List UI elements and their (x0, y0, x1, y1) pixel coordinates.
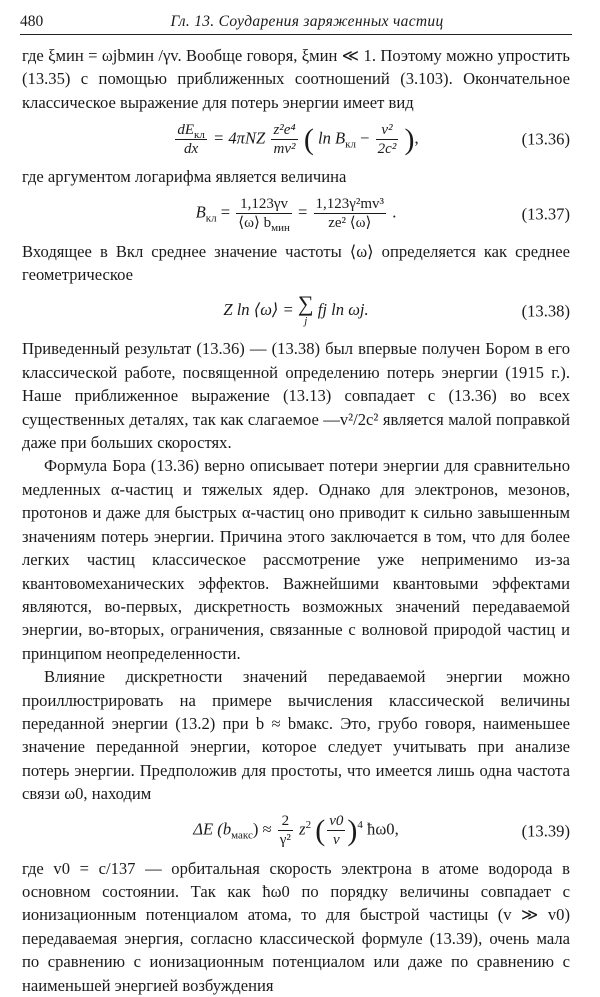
equation-number: (13.36) (521, 129, 570, 149)
equation-13-38 (22, 289, 570, 333)
page-body (22, 44, 570, 997)
page-number: 480 (20, 13, 44, 30)
paragraph: Влияние дискретности значений передаваемой энергии можно проиллюстрировать на примере вычисления классической величины переданной энергии (13.2) при b ≈ bмакс. Это, грубо говоря, наименьшее значение переданной энергии, которое следует учитывать при анализе потерь энергии. Предположив для простоты, что имеется лишь одна частота связи ω0, находим (22, 667, 570, 804)
paragraph: где v0 = c/137 — орбитальная скорость электрона в атоме водорода в основном состоянии. Так как ħω0 по порядку величины совпадает с ионизационным потенциалом атома, то для быстрой частицы (v ≫ v0) передаваемая энергия, согласно классической формуле (13.39), очень мала по сравнению с ионизационным потенциалом или даже по сравнению с наименьшей энергией возбуждения (22, 858, 570, 995)
paragraph: Входящее в Bкл среднее значение частоты ⟨ω⟩ определяется как среднее геометрическое (22, 241, 570, 285)
equation-13-36 (22, 117, 570, 161)
equation-13-37 (22, 192, 570, 236)
equation-formula: Z ln ⟨ω⟩ = ∑ j fj ln ωj. (223, 291, 369, 328)
equation-formula: $B_{кл}$ = $\frac{1,123\gamma v}{⟨\omega⟩ b_{мин}}$ = $\frac{\text{1,123γ²mv³}}{\text{ze² ⟨ω⟩}}$ . (195, 196, 397, 235)
running-title: Гл. 13. Соударения заряженных частиц (170, 13, 444, 30)
equation-13-39 (22, 809, 570, 853)
equation-number: (13.37) (521, 203, 570, 223)
paragraph: Приведенный результат (13.36) — (13.38) был впервые получен Бором в его классической работе, посвященной определению потерь энергии (1915 г.). Наше приближенное выражение (13.13) совпадает с (13.36) во всех существенных деталях, так как слагаемое —v²/2c² является малой поправкой даже при больших скоростях. (22, 339, 570, 453)
paragraph: где ξмин = ωjbмин /γv. Вообще говоря, ξмин ≪ 1. Поэтому можно упростить (13.35) с помощью приближенных соотношений (3.103). Окончательное классическое выражение для потерь энергии имеет вид (22, 46, 570, 112)
equation-number: (13.39) (521, 820, 570, 840)
equation-number: (13.38) (521, 301, 570, 321)
equation-formula: ΔE $(b_{макс})$ ≈ $\frac{2}{\text{γ²}}$ $z^2$ ( $\frac{v0}{v}$ )$^4$ ħω0, (193, 813, 399, 849)
running-header (20, 8, 572, 35)
paragraph: Формула Бора (13.36) верно описывает потери энергии для сравнительно медленных α-частиц и тяжелых ядер. Однако для электронов, мезонов, протонов и даже для быстрых α-частиц оно приводит к сильно завышенным значениям потерь энергии. Причина этого заключается в том, что для более легких частиц классическое рассмотрение уже неприменимо из-за квантовомеханических эффектов. Важнейшими квантовыми эффектами являются, во-первых, дискретность возможных значений передаваемой энергии, во-вторых, ограничения, связанные с волновой природой частиц и принципом неопределенности. (22, 456, 570, 663)
paragraph: где аргументом логарифма является величина (22, 167, 347, 187)
equation-formula: $\frac{dE_{кл}}{dx}$ = 4πNZ $\frac{\text{z²e⁴}}{\text{mv²}}$ ( $\ln B_{кл}$ − $\frac{\text{v²}}{\text{2c²}}$ ), (177, 121, 419, 157)
